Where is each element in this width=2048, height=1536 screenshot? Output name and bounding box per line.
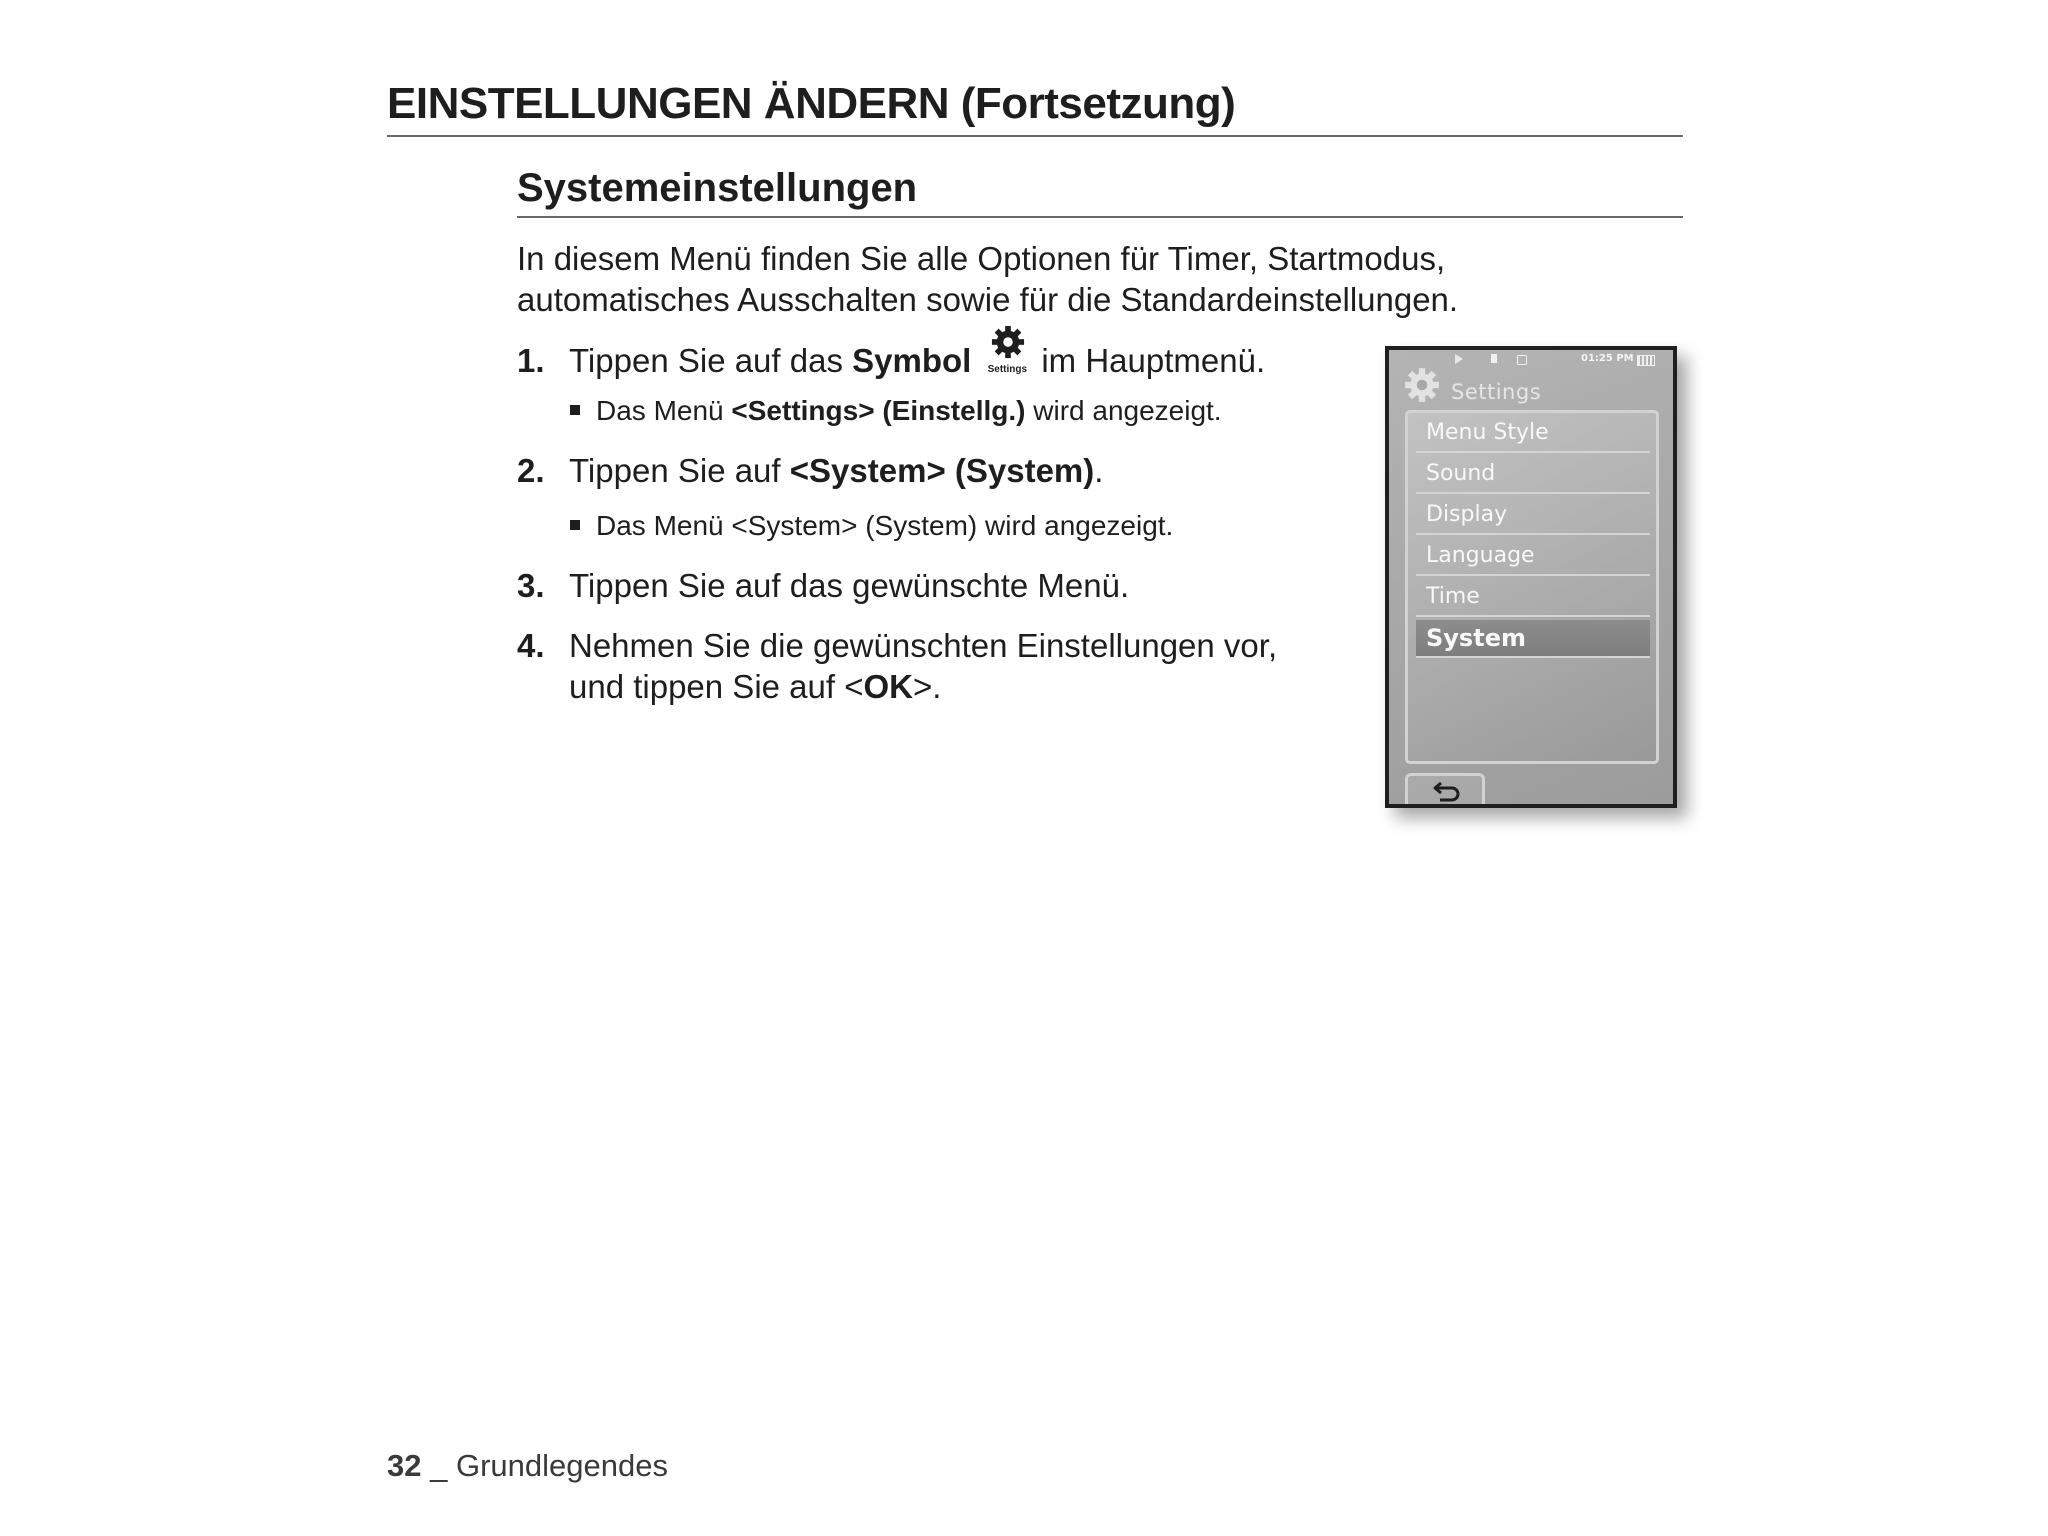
- intro-line-2: automatisches Ausschalten sowie für die Standardeinstellungen.: [517, 281, 1459, 318]
- page-footer: [387, 1448, 668, 1484]
- settings-icon-label: Settings: [987, 364, 1028, 375]
- step-number: 1.: [517, 342, 545, 379]
- step-2: [517, 450, 1103, 491]
- bullet-square: [570, 405, 580, 415]
- play-icon: [1455, 354, 1463, 364]
- step-text: [569, 340, 1265, 381]
- lock-icon: [1517, 355, 1527, 365]
- step-4: [517, 625, 1277, 707]
- menu-item-time[interactable]: Time: [1416, 579, 1650, 617]
- back-button[interactable]: [1405, 773, 1485, 805]
- battery-icon: [1637, 355, 1655, 366]
- page-number: 32: [387, 1448, 422, 1483]
- settings-menu: [1405, 410, 1659, 764]
- bullet-square: [570, 520, 580, 530]
- step-text-before: Tippen Sie auf das: [569, 342, 853, 379]
- step-text: Nehmen Sie die gewünschten Einstellungen vor, und tippen Sie auf <OK>.: [569, 627, 1278, 705]
- intro-paragraph: [517, 238, 1717, 320]
- step-number: 4.: [517, 627, 545, 664]
- section-title: Systemeinstellungen: [517, 164, 1683, 218]
- step-1-note: Das Menü <Settings> (Einstellg.) wird angezeigt.: [570, 393, 1222, 429]
- footer-separator: _: [421, 1448, 456, 1483]
- menu-item-menu-style[interactable]: Menu Style: [1416, 415, 1650, 453]
- device-screenshot: [1385, 346, 1677, 808]
- step-text-after: im Hauptmenü.: [1041, 342, 1266, 379]
- back-arrow-icon: [1432, 780, 1462, 802]
- step-number: 2.: [517, 452, 545, 489]
- footer-section: Grundlegendes: [455, 1448, 668, 1483]
- settings-gear-icon: [979, 324, 1035, 376]
- step-text: Tippen Sie auf <System> (System).: [569, 452, 1104, 489]
- status-time: 01:25 PM: [1581, 353, 1634, 364]
- step-number: 3.: [517, 567, 545, 604]
- step-1: [517, 340, 1265, 381]
- intro-line-1: In diesem Menü finden Sie alle Optionen für Timer, Startmodus,: [517, 240, 1446, 277]
- menu-item-display[interactable]: Display: [1416, 497, 1650, 535]
- volume-icon: [1491, 354, 1497, 363]
- menu-item-sound[interactable]: Sound: [1416, 456, 1650, 494]
- gear-icon: [1403, 366, 1441, 409]
- step-2-note: Das Menü <System> (System) wird angezeigt.: [570, 508, 1173, 544]
- menu-item-system[interactable]: System: [1416, 620, 1650, 658]
- step-text: Tippen Sie auf das gewünschte Menü.: [569, 567, 1130, 604]
- page-title: EINSTELLUNGEN ÄNDERN (Fortsetzung): [387, 78, 1683, 137]
- menu-item-language[interactable]: Language: [1416, 538, 1650, 576]
- step-bold: Symbol: [852, 342, 972, 379]
- step-3: [517, 565, 1129, 606]
- screen-title: Settings: [1451, 380, 1542, 404]
